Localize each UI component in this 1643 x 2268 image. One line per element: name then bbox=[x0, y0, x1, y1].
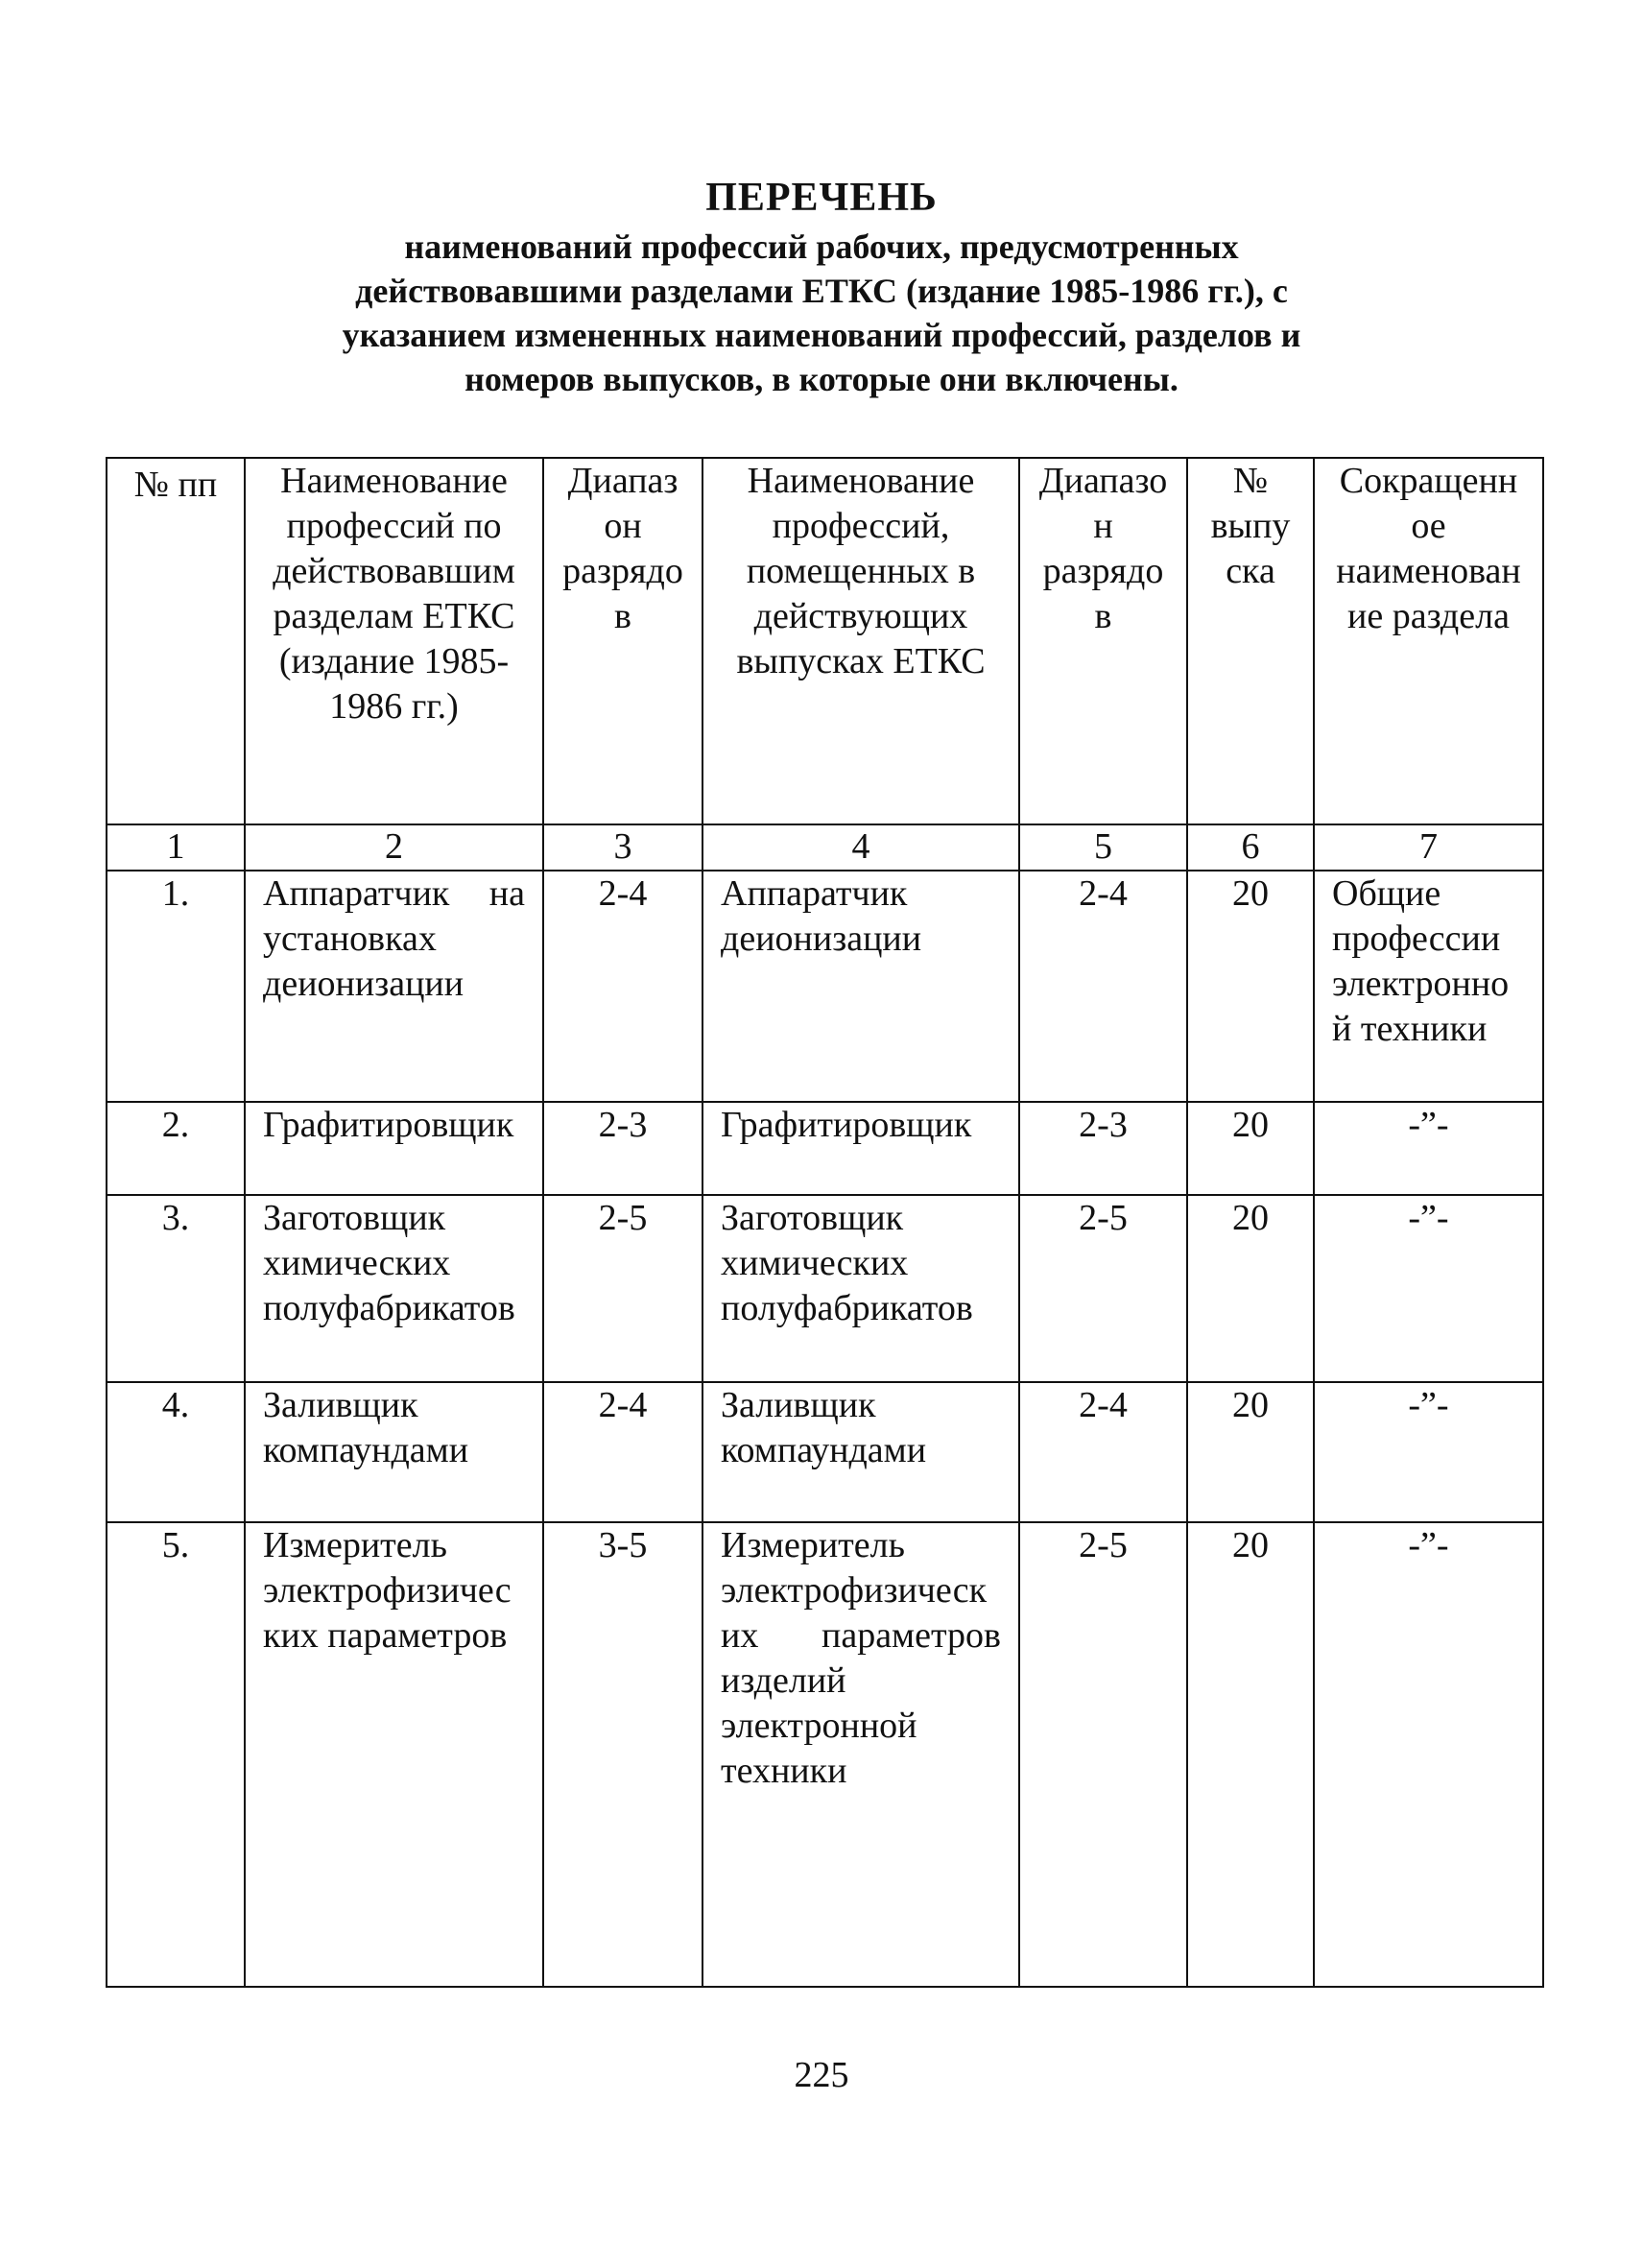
old-profession-name: Измеритель электрофизических параметров bbox=[245, 1522, 543, 1987]
issue-number: 20 bbox=[1187, 871, 1314, 1102]
column-number: 5 bbox=[1019, 824, 1187, 871]
old-profession-name: Заливщик компаундами bbox=[245, 1382, 543, 1522]
column-header: № пп bbox=[107, 458, 245, 824]
table-row bbox=[107, 1195, 1543, 1382]
new-grade-range: 2-5 bbox=[1019, 1195, 1187, 1382]
column-header: Сокращенное наименование раздела bbox=[1314, 458, 1543, 824]
table-row bbox=[107, 1522, 1543, 1987]
issue-number: 20 bbox=[1187, 1382, 1314, 1522]
column-number: 2 bbox=[245, 824, 543, 871]
title-line: указанием измененных наименований профессий, разделов и bbox=[342, 316, 1301, 354]
row-number: 5. bbox=[107, 1522, 245, 1987]
old-grade-range: 3-5 bbox=[543, 1522, 702, 1987]
professions-table bbox=[106, 457, 1544, 1988]
table-row bbox=[107, 1382, 1543, 1522]
new-profession-name: Заготовщик химических полуфабрикатов bbox=[702, 1195, 1019, 1382]
row-number: 3. bbox=[107, 1195, 245, 1382]
section-name: -”- bbox=[1314, 1522, 1543, 1987]
new-grade-range: 2-5 bbox=[1019, 1522, 1187, 1987]
old-grade-range: 2-3 bbox=[543, 1102, 702, 1195]
column-header: Диапазон разрядов bbox=[543, 458, 702, 824]
old-grade-range: 2-4 bbox=[543, 871, 702, 1102]
old-profession-name: Графитировщик bbox=[245, 1102, 543, 1195]
row-number: 1. bbox=[107, 871, 245, 1102]
old-profession-name: Заготовщик химических полуфабрикатов bbox=[245, 1195, 543, 1382]
column-header: Наименование профессий по действовавшим разделам ЕТКС (издание 1985-1986 гг.) bbox=[245, 458, 543, 824]
column-number: 3 bbox=[543, 824, 702, 871]
title-line: номеров выпусков, в которые они включены. bbox=[464, 360, 1179, 398]
table-header-row bbox=[107, 458, 1543, 824]
new-grade-range: 2-3 bbox=[1019, 1102, 1187, 1195]
new-profession-name: Графитировщик bbox=[702, 1102, 1019, 1195]
column-header: Диапазон разрядов bbox=[1019, 458, 1187, 824]
old-profession-name: Аппаратчик на установках деионизации bbox=[245, 871, 543, 1102]
section-name: -”- bbox=[1314, 1382, 1543, 1522]
row-number: 2. bbox=[107, 1102, 245, 1195]
column-header: Наименование профессий, помещенных в действующих выпусках ЕТКС bbox=[702, 458, 1019, 824]
column-number: 1 bbox=[107, 824, 245, 871]
title-line: действовавшими разделами ЕТКС (издание 1985-1986 гг.), с bbox=[355, 272, 1288, 310]
document-title bbox=[58, 171, 1585, 401]
section-name: Общие профессии электронной техники bbox=[1314, 871, 1543, 1102]
column-number-row bbox=[107, 824, 1543, 871]
new-profession-name: Измеритель электрофизических параметров изделий электронной техники bbox=[702, 1522, 1019, 1987]
new-profession-name: Заливщик компаундами bbox=[702, 1382, 1019, 1522]
section-name: -”- bbox=[1314, 1195, 1543, 1382]
column-number: 6 bbox=[1187, 824, 1314, 871]
page-number: 225 bbox=[794, 2055, 849, 2095]
row-number: 4. bbox=[107, 1382, 245, 1522]
new-grade-range: 2-4 bbox=[1019, 871, 1187, 1102]
column-header: № выпуска bbox=[1187, 458, 1314, 824]
title-line: наименований профессий рабочих, предусмотренных bbox=[404, 227, 1239, 266]
title-heading: ПЕРЕЧЕНЬ bbox=[705, 176, 938, 220]
old-grade-range: 2-4 bbox=[543, 1382, 702, 1522]
column-number: 7 bbox=[1314, 824, 1543, 871]
issue-number: 20 bbox=[1187, 1522, 1314, 1987]
old-grade-range: 2-5 bbox=[543, 1195, 702, 1382]
table-row bbox=[107, 871, 1543, 1102]
table-row bbox=[107, 1102, 1543, 1195]
section-name: -”- bbox=[1314, 1102, 1543, 1195]
new-grade-range: 2-4 bbox=[1019, 1382, 1187, 1522]
new-profession-name: Аппаратчик деионизации bbox=[702, 871, 1019, 1102]
column-number: 4 bbox=[702, 824, 1019, 871]
issue-number: 20 bbox=[1187, 1195, 1314, 1382]
issue-number: 20 bbox=[1187, 1102, 1314, 1195]
